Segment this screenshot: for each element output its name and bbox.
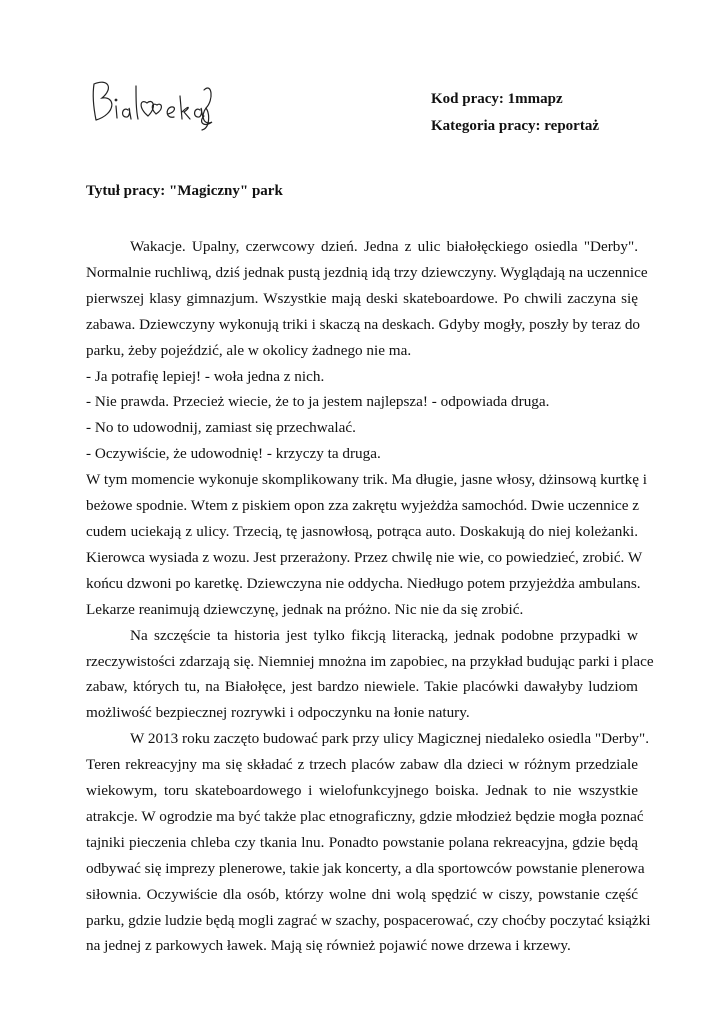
text-line: wiekowym, toru skateboardowego i wielofunkcyjnego boiska. Jednak to nie wszystkie bbox=[86, 782, 638, 800]
text-line: odbywać się imprezy plenerowe, takie jak koncerty, a dla sportowców powstanie plenerowa bbox=[86, 859, 645, 877]
work-meta bbox=[431, 86, 599, 140]
text-line: Lekarze reanimują dziewczynę, jednak na próżno. Nic nie da się zrobić. bbox=[86, 600, 524, 618]
text-line: W 2013 roku zaczęto budować park przy ulicy Magicznej niedaleko osiedla "Derby". bbox=[130, 730, 650, 748]
text-line: Teren rekreacyjny ma się składać z trzech placów zabaw dla dzieci w różnym przedziale bbox=[86, 756, 638, 774]
text-line: W tym momencie wykonuje skomplikowany trik. Ma długie, jasne włosy, dżinsową kurtkę i bbox=[86, 471, 648, 489]
text-line: końcu dzwoni po karetkę. Dziewczyna nie oddycha. Niedługo potem przyjeżdża ambulans. bbox=[86, 574, 641, 592]
work-title: Tytuł pracy: "Magiczny" park bbox=[86, 183, 283, 199]
text-line: zabaw, których tu, na Białołęce, jest bardzo niewiele. Takie placówki dawałyby ludziom bbox=[86, 678, 638, 696]
text-line: atrakcje. W ogrodzie ma być także plac etnograficzny, gdzie młodzież będzie mogła poznać bbox=[86, 807, 644, 825]
text-line: Na szczęście ta historia jest tylko fikcją literacką, jednak podobne przypadki w bbox=[130, 626, 638, 644]
text-line: - Ja potrafię lepiej! - woła jedna z nich. bbox=[86, 367, 325, 385]
text-line: - No to udowodnij, zamiast się przechwalać. bbox=[86, 419, 356, 437]
text-line: Wakacje. Upalny, czerwcowy dzień. Jedna z ulic białołęckiego osiedla "Derby". bbox=[130, 238, 638, 255]
text-line: - Oczywiście, że udowodnię! - krzyczy ta druga. bbox=[86, 445, 381, 463]
text-line: parku, gdzie ludzie będą mogli zagrać w szachy, pospacerować, czy choćby poczytać książki bbox=[86, 911, 651, 929]
text-line: pierwszej klasy gimnazjum. Wszystkie mają deski skateboardowe. Po chwili zaczyna się bbox=[86, 289, 638, 307]
text-line: Normalnie ruchliwą, dziś jednak pustą jezdnią idą trzy dziewczyny. Wyglądają na uczennice bbox=[86, 263, 648, 281]
text-line: możliwość bezpiecznej rozrywki i odpoczynku na łonie natury. bbox=[86, 704, 470, 722]
bialoleka-logo bbox=[86, 72, 216, 134]
text-line: cudem uciekają z ulicy. Trzecią, tę jasnowłosą, potrąca auto. Doskakują do niej koleżanki. bbox=[86, 522, 638, 540]
text-line: tajniki pieczenia chleba czy tkania lnu. Ponadto powstanie polana rekreacyjna, gdzie będą bbox=[86, 833, 638, 851]
text-line: rzeczywistości zdarzają się. Niemniej mnożna im zapobiec, na przykład budując parki i place bbox=[86, 652, 654, 670]
text-line: siłownia. Oczywiście dla osób, którzy wolne dni wolą spędzić w ciszy, powstanie część bbox=[86, 885, 638, 903]
text-line: na jednej z parkowych ławek. Mają się również pojawić nowe drzewa i krzewy. bbox=[86, 937, 571, 955]
text-line: parku, żeby pojeździć, ale w okolicy żadnego nie ma. bbox=[86, 341, 412, 359]
article-body bbox=[86, 234, 654, 959]
work-code: Kod pracy: 1mmapz bbox=[431, 91, 563, 107]
work-category: Kategoria pracy: reportaż bbox=[431, 118, 599, 134]
text-line: - Nie prawda. Przecież wiecie, że to ja jestem najlepsza! - odpowiada druga. bbox=[86, 393, 550, 411]
text-line: Kierowca wysiada z wozu. Jest przerażony. Przez chwilę nie wie, co powiedzieć, zrobić. W bbox=[86, 548, 643, 566]
text-line: zabawa. Dziewczyny wykonują triki i skaczą na deskach. Gdyby mogły, poszły by teraz do bbox=[86, 315, 641, 333]
text-line: beżowe spodnie. Wtem z piskiem opon zza zakrętu wyjeżdża samochód. Dwie uczennice z bbox=[86, 497, 639, 515]
bialoleka-logo-icon bbox=[86, 72, 216, 134]
